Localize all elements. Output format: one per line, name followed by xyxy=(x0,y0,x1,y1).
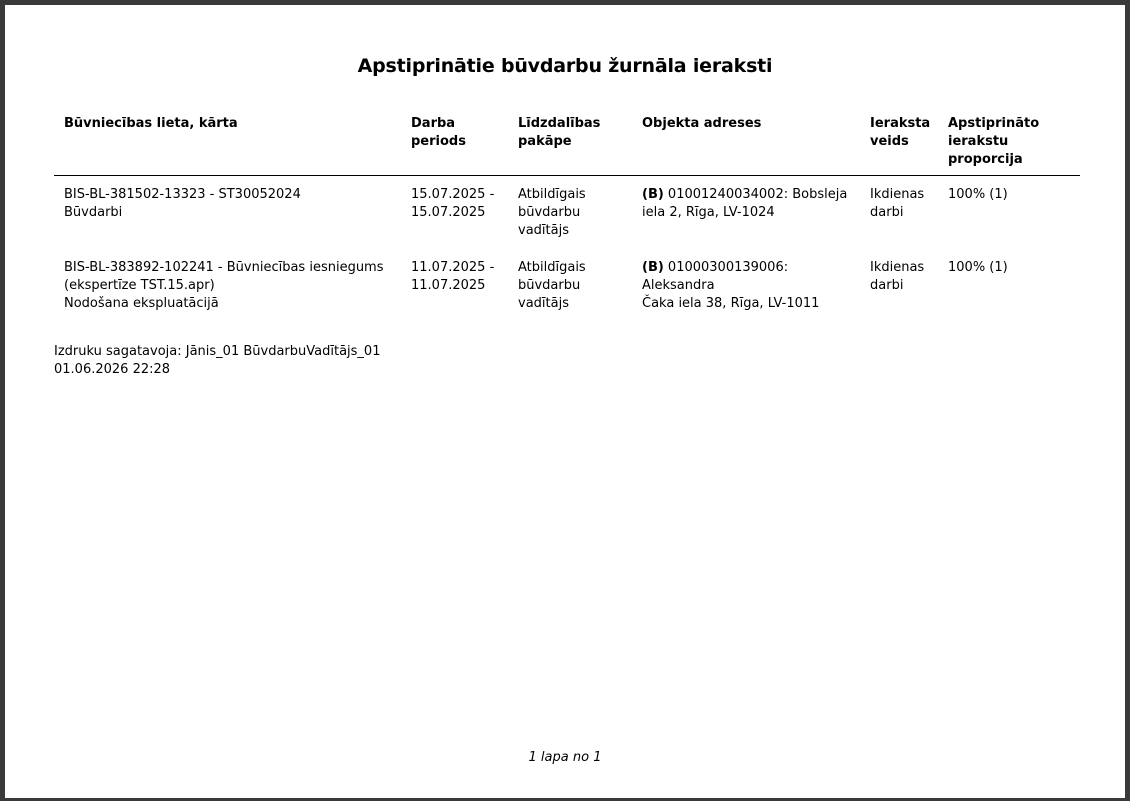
prepared-by: Izdruku sagatavoja: Jānis_01 BūvdarbuVadītājs_01 xyxy=(54,344,381,359)
table-row xyxy=(54,176,1080,244)
document-title: Apstiprinātie būvdarbu žurnāla ieraksti xyxy=(357,55,773,77)
column-header-participation: Līdzdalības pakāpe xyxy=(508,115,632,176)
cell-address: (B) 01001240034002: Bobsleja iela 2, Rīga, LV-1024 xyxy=(642,187,848,220)
cell-type: Ikdienas darbi xyxy=(870,260,925,293)
cell-period: 15.07.2025 - 15.07.2025 xyxy=(411,187,495,220)
print-timestamp: 01.06.2026 22:28 xyxy=(54,362,171,377)
column-header-case: Būvniecības lieta, kārta xyxy=(54,115,401,176)
cell-participation: Atbildīgais būvdarbu vadītājs xyxy=(518,187,586,238)
cell-type: Ikdienas darbi xyxy=(870,187,925,220)
column-header-address: Objekta adreses xyxy=(632,115,860,176)
page-number: 1 lapa no 1 xyxy=(528,750,602,765)
cell-case: BIS-BL-383892-102241 - Būvniecības iesniegums (ekspertīze TST.15.apr) Nodošana ekspluatācijā xyxy=(64,260,384,311)
cell-proportion: 100% (1) xyxy=(948,187,1008,202)
column-header-proportion: Apstiprināto ierakstu proporcija xyxy=(938,115,1080,176)
table-row xyxy=(54,243,1080,316)
column-header-type: Ieraksta veids xyxy=(860,115,938,176)
cell-case: BIS-BL-381502-13323 - ST30052024 Būvdarbi xyxy=(64,187,301,220)
print-info xyxy=(54,343,380,379)
cell-participation: Atbildīgais būvdarbu vadītājs xyxy=(518,260,586,311)
records-table xyxy=(54,115,1080,316)
cell-proportion: 100% (1) xyxy=(948,260,1008,275)
table-header-row xyxy=(54,115,1080,176)
document-page xyxy=(5,5,1125,798)
column-header-period: Darba periods xyxy=(401,115,508,176)
cell-address: (B) 01000300139006: Aleksandra Čaka iela 38, Rīga, LV-1011 xyxy=(642,260,820,311)
cell-period: 11.07.2025 - 11.07.2025 xyxy=(411,260,495,293)
